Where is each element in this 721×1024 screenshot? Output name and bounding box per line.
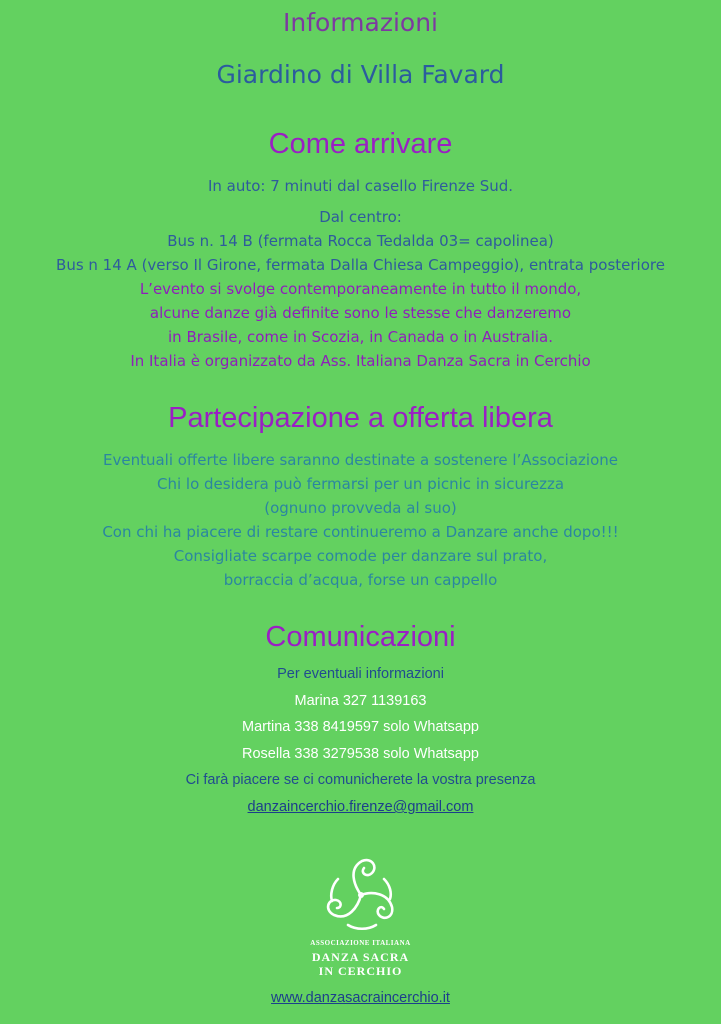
evento-line: L’evento si svolge contemporaneamente in tutto il mondo,	[139, 280, 582, 298]
email-link[interactable]: danzaincerchio.firenze@gmail.com	[247, 799, 474, 815]
partecipazione-line: Consigliate scarpe comode per danzare sul prato,	[173, 547, 548, 565]
evento-line: alcune danze già definite sono le stesse che danzeremo	[149, 304, 572, 322]
heading-come-arrivare: Come arrivare	[268, 128, 453, 160]
contact-line: Martina 338 8419597 solo Whatsapp	[242, 719, 479, 735]
triskelion-logo-icon	[318, 855, 404, 935]
partecipazione-line: borraccia d’acqua, forse un cappello	[223, 571, 498, 589]
venue-name: Giardino di Villa Favard	[216, 60, 505, 89]
auto-directions: In auto: 7 minuti dal casello Firenze Sud.	[207, 177, 514, 195]
page-title: Informazioni	[283, 8, 438, 37]
presenza-line: Ci farà piacere se ci comunicherete la vostra presenza	[185, 772, 536, 788]
partecipazione-line: Chi lo desidera può fermarsi per un picnic in sicurezza	[156, 475, 565, 493]
contact-line: Marina 327 1139163	[294, 693, 427, 709]
email-row	[0, 794, 721, 821]
partecipazione-line: (ognuno provveda al suo)	[264, 499, 457, 517]
website-row	[0, 985, 721, 1012]
contact-intro: Per eventuali informazioni	[277, 666, 444, 682]
partecipazione-line: Eventuali offerte libere saranno destinate a sostenere l’Associazione	[102, 451, 618, 469]
heading-comunicazioni: Comunicazioni	[265, 621, 456, 653]
logo-text-line: ASSOCIAZIONE ITALIANA	[310, 939, 411, 947]
dal-centro-label: Dal centro:	[319, 208, 402, 226]
evento-line: In Italia è organizzato da Ass. Italiana Danza Sacra in Cerchio	[130, 352, 591, 370]
bus-line-2: Bus n 14 A (verso Il Girone, fermata Dalla Chiesa Campeggio), entrata posteriore	[56, 256, 665, 274]
website-link[interactable]: www.danzasacraincerchio.it	[271, 990, 450, 1006]
evento-line: in Brasile, come in Scozia, in Canada o in Australia.	[168, 328, 553, 346]
logo-text-line: IN CERCHIO	[318, 964, 403, 978]
partecipazione-line: Con chi ha piacere di restare continueremo a Danzare anche dopo!!!	[102, 523, 619, 541]
heading-partecipazione: Partecipazione a offerta libera	[168, 402, 553, 434]
bus-line-1: Bus n. 14 B (fermata Rocca Tedalda 03= capolinea)	[167, 232, 554, 250]
logo-text-line: DANZA SACRA	[311, 950, 410, 964]
contact-line: Rosella 338 3279538 solo Whatsapp	[242, 746, 479, 762]
